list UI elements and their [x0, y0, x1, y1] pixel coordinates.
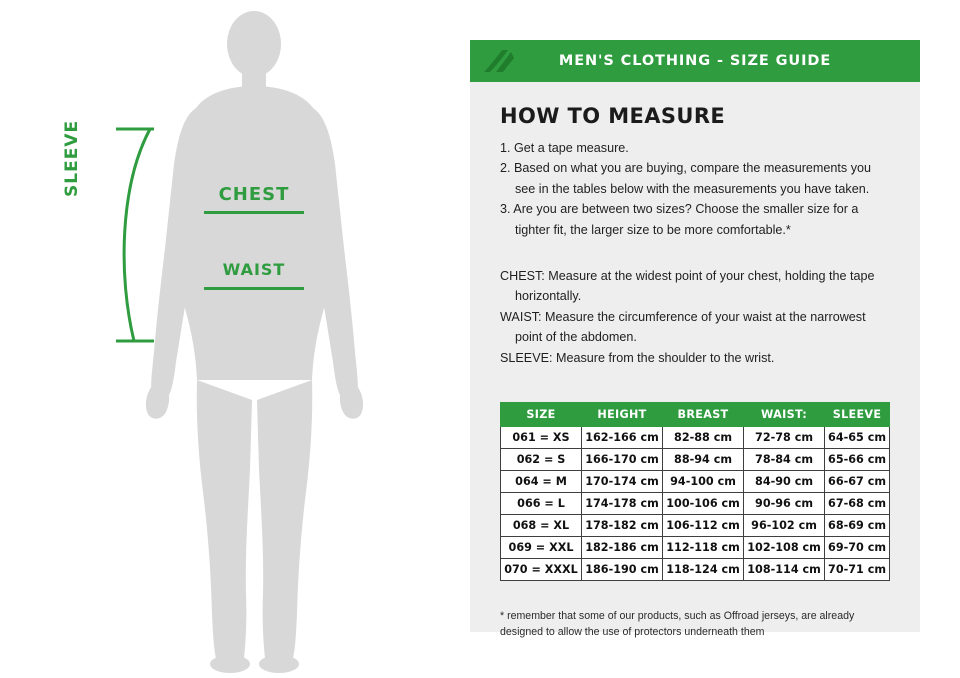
size-chart-table	[500, 402, 890, 581]
cell-height: 178-182 cm	[582, 514, 663, 536]
table-row	[501, 426, 890, 448]
size-guide-card	[470, 40, 920, 638]
male-body-silhouette-icon	[0, 0, 470, 678]
cell-size: 064 = M	[501, 470, 582, 492]
chest-measure-line	[204, 211, 304, 214]
table-row	[501, 536, 890, 558]
cell-sleeve: 67-68 cm	[825, 492, 890, 514]
cell-waist: 96-102 cm	[744, 514, 825, 536]
cell-sleeve: 68-69 cm	[825, 514, 890, 536]
cell-waist: 84-90 cm	[744, 470, 825, 492]
sleeve-label: SLEEVE	[62, 119, 82, 197]
list-item: 3. Are you are between two sizes? Choose the smaller size for a tighter fit, the larger size to be more comfortable.*	[500, 202, 859, 237]
cell-size: 061 = XS	[501, 426, 582, 448]
cell-height: 174-178 cm	[582, 492, 663, 514]
how-to-measure-steps	[500, 138, 890, 240]
cell-size: 069 = XXL	[501, 536, 582, 558]
cell-size: 062 = S	[501, 448, 582, 470]
table-row	[501, 448, 890, 470]
cell-breast: 106-112 cm	[663, 514, 744, 536]
card-body	[470, 82, 920, 641]
cell-height: 186-190 cm	[582, 558, 663, 580]
cell-sleeve: 66-67 cm	[825, 470, 890, 492]
card-header	[470, 40, 920, 82]
cell-waist: 78-84 cm	[744, 448, 825, 470]
section-title: HOW TO MEASURE	[500, 104, 726, 128]
table-row	[501, 514, 890, 536]
list-item: 1. Get a tape measure.	[500, 141, 629, 155]
column-header-height: HEIGHT	[582, 402, 663, 426]
table-header-row	[501, 402, 890, 426]
cell-height: 166-170 cm	[582, 448, 663, 470]
cell-waist: 108-114 cm	[744, 558, 825, 580]
cell-size: 068 = XL	[501, 514, 582, 536]
chest-label: CHEST	[218, 184, 290, 205]
waist-measure-line	[204, 287, 304, 290]
measurement-definitions	[500, 266, 890, 368]
cell-sleeve: 70-71 cm	[825, 558, 890, 580]
figure-illustration	[0, 0, 470, 678]
cell-sleeve: 65-66 cm	[825, 448, 890, 470]
cell-height: 162-166 cm	[582, 426, 663, 448]
cell-breast: 112-118 cm	[663, 536, 744, 558]
sleeve-measure-arc-icon	[110, 125, 170, 345]
cell-size: 070 = XXXL	[501, 558, 582, 580]
cell-sleeve: 64-65 cm	[825, 426, 890, 448]
cell-breast: 118-124 cm	[663, 558, 744, 580]
cell-waist: 72-78 cm	[744, 426, 825, 448]
waist-label: WAIST	[222, 260, 286, 279]
cell-waist: 90-96 cm	[744, 492, 825, 514]
cell-height: 170-174 cm	[582, 470, 663, 492]
column-header-waist: WAIST:	[744, 402, 825, 426]
table-row	[501, 492, 890, 514]
column-header-sleeve: SLEEVE	[825, 402, 890, 426]
table-row	[501, 470, 890, 492]
list-item: 2. Based on what you are buying, compare the measurements you see in the tables below with the measurements you have taken.	[500, 161, 872, 196]
cell-height: 182-186 cm	[582, 536, 663, 558]
definition-chest: CHEST: Measure at the widest point of your chest, holding the tape horizontally.	[500, 268, 875, 304]
cell-breast: 82-88 cm	[663, 426, 744, 448]
table-row	[501, 558, 890, 580]
cell-size: 066 = L	[501, 492, 582, 514]
cell-waist: 102-108 cm	[744, 536, 825, 558]
definition-sleeve: SLEEVE: Measure from the shoulder to the wrist.	[500, 350, 775, 365]
cell-breast: 94-100 cm	[663, 470, 744, 492]
column-header-breast: BREAST	[663, 402, 744, 426]
cell-breast: 88-94 cm	[663, 448, 744, 470]
brand-logo-icon	[482, 48, 516, 74]
definition-waist: WAIST: Measure the circumference of your waist at the narrowest point of the abdomen.	[500, 309, 866, 345]
cell-breast: 100-106 cm	[663, 492, 744, 514]
cell-sleeve: 69-70 cm	[825, 536, 890, 558]
column-header-size: SIZE	[501, 402, 582, 426]
footnote: * remember that some of our products, such as Offroad jerseys, are already designed to allow the use of protectors underneath them	[500, 609, 855, 638]
card-header-title: MEN'S CLOTHING - SIZE GUIDE	[558, 53, 832, 69]
